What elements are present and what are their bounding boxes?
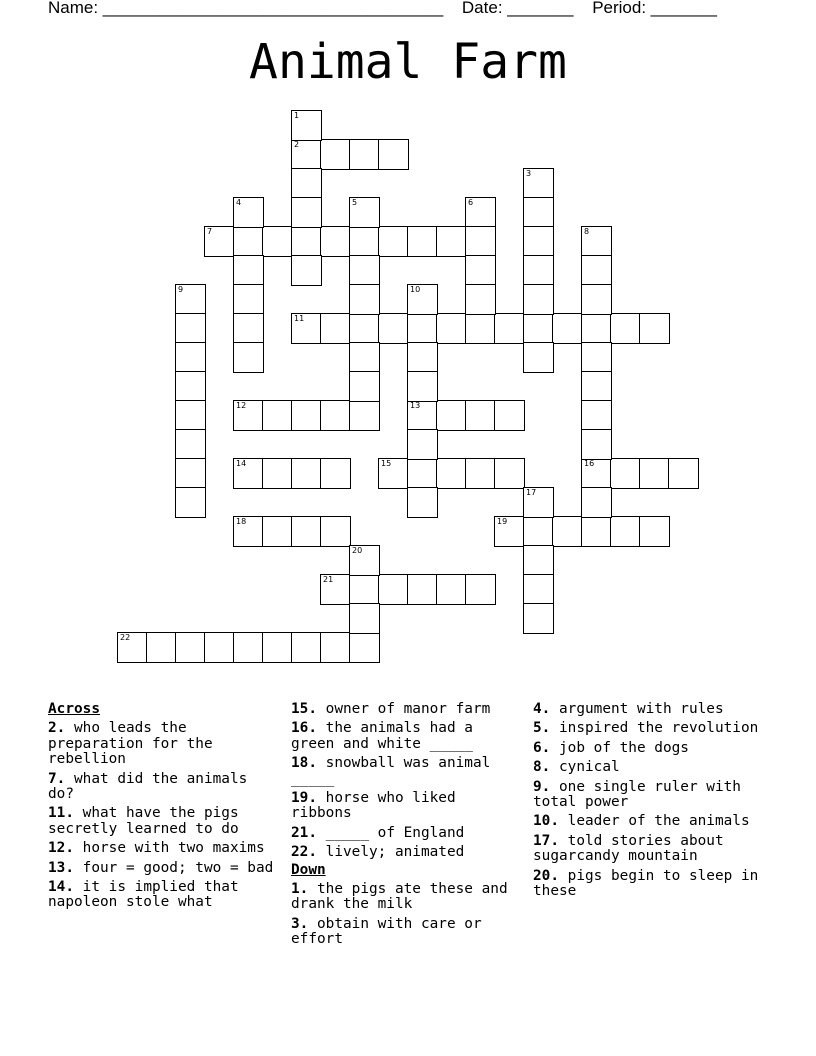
grid-cell[interactable] — [378, 139, 409, 170]
grid-cell[interactable] — [320, 632, 351, 663]
grid-cell[interactable] — [233, 342, 264, 373]
grid-cell[interactable] — [581, 226, 612, 257]
grid-cell[interactable] — [465, 197, 496, 228]
grid-cell[interactable] — [523, 226, 554, 257]
grid-cell[interactable] — [581, 429, 612, 460]
grid-cell[interactable] — [523, 603, 554, 634]
grid-cell[interactable] — [523, 197, 554, 228]
grid-cell[interactable] — [610, 458, 641, 489]
clue-down-8: 8. cynical — [533, 759, 620, 776]
grid-cell[interactable] — [291, 168, 322, 199]
grid-cell[interactable] — [349, 226, 380, 257]
grid-cell[interactable] — [523, 284, 554, 315]
grid-cell[interactable] — [349, 400, 380, 431]
grid-cell[interactable] — [581, 400, 612, 431]
cell-number: 19 — [497, 517, 508, 526]
grid-cell[interactable] — [407, 400, 438, 431]
grid-cell[interactable] — [349, 342, 380, 373]
grid-cell[interactable] — [291, 255, 322, 286]
clue-across-21: 21. _____ of England — [291, 824, 465, 841]
cell-number: 1 — [294, 111, 300, 120]
grid-cell[interactable] — [494, 313, 525, 344]
grid-cell[interactable] — [378, 458, 409, 489]
cell-number: 2 — [294, 140, 300, 149]
grid-cell[interactable] — [407, 487, 438, 518]
grid-cell[interactable] — [407, 458, 438, 489]
cell-number: 6 — [468, 198, 474, 207]
clue-across-14: 14. it is implied that napoleon stole what — [48, 879, 239, 911]
grid-cell[interactable] — [465, 574, 496, 605]
grid-cell[interactable] — [291, 197, 322, 228]
grid-cell[interactable] — [262, 226, 293, 257]
clue-across-22: 22. lively; animated — [291, 844, 465, 861]
grid-cell[interactable] — [204, 632, 235, 663]
grid-cell[interactable] — [523, 255, 554, 286]
grid-cell[interactable] — [320, 400, 351, 431]
grid-cell[interactable] — [581, 458, 612, 489]
cell-number: 20 — [352, 546, 363, 555]
clue-across-12: 12. horse with two maxims — [48, 840, 265, 857]
clue-down-9: 9. one single ruler with total power — [533, 778, 741, 811]
grid-cell[interactable] — [436, 458, 467, 489]
grid-cell[interactable] — [407, 284, 438, 315]
grid-cell[interactable] — [291, 516, 322, 547]
grid-cell[interactable] — [523, 545, 554, 576]
clue-down-3: 3. obtain with care or effort — [291, 915, 482, 948]
grid-cell[interactable] — [610, 516, 641, 547]
grid-cell[interactable] — [117, 632, 148, 663]
clue-down-6: 6. job of the dogs — [533, 739, 689, 756]
clue-across-15: 15. owner of manor farm — [291, 701, 491, 717]
grid-cell[interactable] — [175, 400, 206, 431]
clue-down-1: 1. the pigs ate these and drank the milk — [291, 881, 508, 913]
grid-cell[interactable] — [320, 139, 351, 170]
grid-cell[interactable] — [639, 313, 670, 344]
grid-cell[interactable] — [320, 226, 351, 257]
grid-cell[interactable] — [523, 487, 554, 518]
grid-cell[interactable] — [465, 255, 496, 286]
clue-down-20: 20. pigs begin to sleep in these — [533, 867, 759, 900]
grid-cell[interactable] — [349, 197, 380, 228]
grid-cell[interactable] — [262, 400, 293, 431]
grid-cell[interactable] — [436, 574, 467, 605]
cell-number: 7 — [207, 227, 213, 236]
grid-cell[interactable] — [175, 342, 206, 373]
clue-across-19: 19. horse who liked ribbons — [291, 790, 456, 822]
grid-cell[interactable] — [175, 284, 206, 315]
grid-cell[interactable] — [291, 632, 322, 663]
grid-cell[interactable] — [291, 400, 322, 431]
grid-cell[interactable] — [465, 400, 496, 431]
cell-number: 15 — [381, 459, 392, 468]
grid-cell[interactable] — [146, 632, 177, 663]
grid-cell[interactable] — [465, 458, 496, 489]
grid-cell[interactable] — [233, 226, 264, 257]
grid-cell[interactable] — [349, 603, 380, 634]
clue-down-10: 10. leader of the animals — [533, 813, 750, 830]
grid-cell[interactable] — [320, 313, 351, 344]
grid-cell[interactable] — [175, 458, 206, 489]
cell-number: 17 — [526, 488, 537, 497]
page-title: Animal Farm — [249, 34, 567, 90]
grid-cell[interactable] — [291, 139, 322, 170]
grid-cell[interactable] — [175, 371, 206, 402]
grid-cell[interactable] — [378, 313, 409, 344]
grid-cell[interactable] — [233, 313, 264, 344]
grid-cell[interactable] — [436, 313, 467, 344]
cell-number: 16 — [584, 459, 595, 468]
cell-number: 5 — [352, 198, 358, 207]
clue-across-11: 11. what have the pigs secretly learned to do — [48, 805, 239, 837]
grid-cell[interactable] — [523, 516, 554, 547]
grid-cell[interactable] — [407, 342, 438, 373]
cell-number: 12 — [236, 401, 247, 410]
grid-cell[interactable] — [233, 197, 264, 228]
grid-cell[interactable] — [291, 110, 322, 141]
grid-cell[interactable] — [233, 632, 264, 663]
cell-number: 22 — [120, 633, 131, 642]
grid-cell[interactable] — [407, 429, 438, 460]
period-field[interactable]: Period: _______ — [592, 0, 717, 17]
clue-column-2 — [291, 700, 523, 948]
grid-cell[interactable] — [262, 458, 293, 489]
grid-cell[interactable] — [175, 313, 206, 344]
grid-cell[interactable] — [291, 458, 322, 489]
grid-cell[interactable] — [407, 574, 438, 605]
grid-cell[interactable] — [465, 313, 496, 344]
grid-cell[interactable] — [175, 632, 206, 663]
grid-cell[interactable] — [581, 371, 612, 402]
grid-cell[interactable] — [523, 313, 554, 344]
grid-cell[interactable] — [581, 313, 612, 344]
grid-cell[interactable] — [639, 458, 670, 489]
grid-cell[interactable] — [349, 371, 380, 402]
grid-cell[interactable] — [523, 574, 554, 605]
grid-cell[interactable] — [349, 139, 380, 170]
grid-cell[interactable] — [552, 516, 583, 547]
grid-cell[interactable] — [378, 226, 409, 257]
clue-down-5: 5. inspired the revolution — [533, 720, 759, 737]
clue-across-7: 7. what did the animals do? — [48, 770, 248, 803]
grid-cell[interactable] — [610, 313, 641, 344]
grid-cell[interactable] — [320, 458, 351, 489]
grid-cell[interactable] — [668, 458, 699, 489]
grid-cell[interactable] — [465, 284, 496, 315]
grid-cell[interactable] — [581, 342, 612, 373]
grid-cell[interactable] — [349, 284, 380, 315]
grid-cell[interactable] — [581, 516, 612, 547]
cell-number: 8 — [584, 227, 590, 236]
grid-cell[interactable] — [262, 516, 293, 547]
grid-cell[interactable] — [465, 226, 496, 257]
grid-cell[interactable] — [552, 313, 583, 344]
clue-across-2: 2. who leads the preparation for the rebellion — [48, 720, 213, 768]
grid-cell[interactable] — [349, 632, 380, 663]
name-field[interactable]: Name: ____________________________________ — [48, 0, 444, 17]
clue-down-17: 17. told stories about sugarcandy mountain — [533, 832, 724, 865]
cell-number: 14 — [236, 459, 247, 468]
grid-cell[interactable] — [581, 255, 612, 286]
grid-cell[interactable] — [175, 429, 206, 460]
grid-cell[interactable] — [233, 400, 264, 431]
grid-cell[interactable] — [436, 400, 467, 431]
date-field[interactable]: Date: _______ — [461, 0, 574, 17]
grid-cell[interactable] — [494, 516, 525, 547]
cell-number: 11 — [294, 314, 305, 323]
grid-cell[interactable] — [349, 545, 380, 576]
grid-cell[interactable] — [407, 313, 438, 344]
grid-cell[interactable] — [175, 487, 206, 518]
grid-cell[interactable] — [523, 342, 554, 373]
grid-cell[interactable] — [204, 226, 235, 257]
clue-down-4: 4. argument with rules — [533, 701, 724, 717]
grid-cell[interactable] — [349, 255, 380, 286]
grid-cell[interactable] — [262, 632, 293, 663]
grid-cell[interactable] — [523, 168, 554, 199]
grid-cell[interactable] — [407, 371, 438, 402]
clue-across-16: 16. the animals had a green and white _____ — [291, 720, 473, 752]
grid-cell[interactable] — [494, 458, 525, 489]
grid-cell[interactable] — [233, 458, 264, 489]
cell-number: 9 — [178, 285, 184, 294]
grid-cell[interactable] — [291, 226, 322, 257]
grid-cell[interactable] — [233, 284, 264, 315]
grid-cell[interactable] — [320, 574, 351, 605]
grid-cell[interactable] — [233, 255, 264, 286]
clue-column-1 — [48, 700, 280, 911]
grid-cell[interactable] — [639, 516, 670, 547]
cell-number: 18 — [236, 517, 247, 526]
across-heading: Across — [48, 701, 100, 717]
grid-cell[interactable] — [436, 226, 467, 257]
grid-cell[interactable] — [291, 313, 322, 344]
grid-cell[interactable] — [407, 226, 438, 257]
grid-cell[interactable] — [378, 574, 409, 605]
grid-cell[interactable] — [581, 284, 612, 315]
cell-number: 21 — [323, 575, 334, 584]
clue-across-18: 18. snowball was animal _____ — [291, 755, 491, 787]
grid-cell[interactable] — [349, 574, 380, 605]
grid-cell[interactable] — [320, 516, 351, 547]
grid-cell[interactable] — [494, 400, 525, 431]
cell-number: 13 — [410, 401, 421, 410]
grid-cell[interactable] — [233, 516, 264, 547]
down-heading: Down — [291, 861, 326, 878]
clue-column-3 — [533, 700, 765, 899]
grid-cell[interactable] — [349, 313, 380, 344]
cell-number: 4 — [236, 198, 242, 207]
cell-number: 3 — [526, 169, 532, 178]
grid-cell[interactable] — [581, 487, 612, 518]
cell-number: 10 — [410, 285, 421, 294]
clue-across-13: 13. four = good; two = bad — [48, 859, 274, 876]
